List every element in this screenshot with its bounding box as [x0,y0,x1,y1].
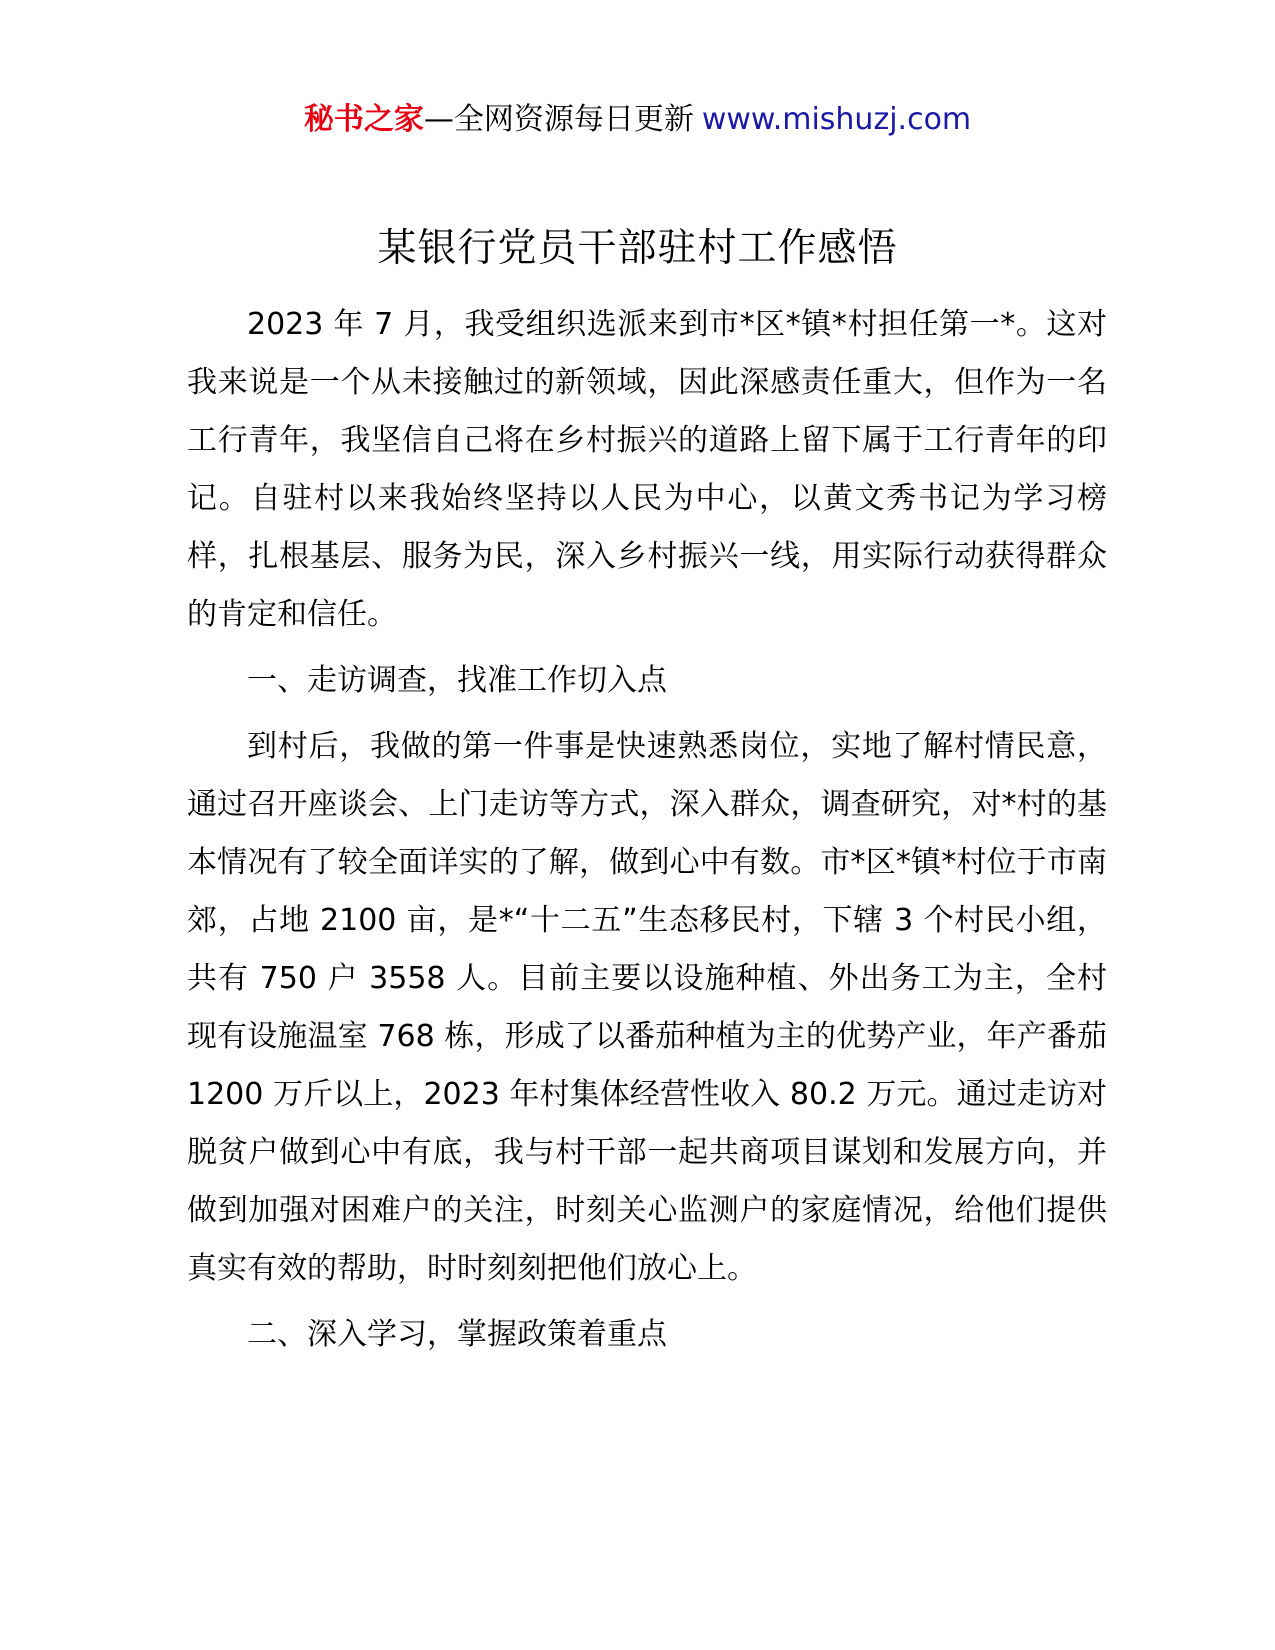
paragraph-section-1: 到村后，我做的第一件事是快速熟悉岗位，实地了解村情民意，通过召开座谈会、上门走访等方式，深入群众，调查研究，对*村的基本情况有了较全面详实的了解，做到心中有数。市*区*镇*村位于市南郊，占地 2100 亩，是*“十二五”生态移民村，下辖 3 个村民小组，共有 750 户 3558 人。目前主要以设施种植、外出务工为主，全村现有设施温室 768 栋，形成了以番茄种植为主的优势产业，年产番茄 1200 万斤以上，2023 年村集体经营性收入 80.2 万元。通过走访对脱贫户做到心中有底，我与村干部一起共商项目谋划和发展方向，并做到加强对困难户的关注，时刻关心监测户的家庭情况，给他们提供真实有效的帮助，时时刻刻把他们放心上。 [187,729,1107,1286]
section-heading-1: 一、走访调查，找准工作切入点 [247,663,667,698]
site-brand: 秘书之家 [303,102,424,137]
paragraph-intro: 2023 年 7 月，我受组织选派来到市*区*镇*村担任第一*。这对我来说是一个从未接触过的新领域，因此深感责任重大，但作为一名工行青年，我坚信自己将在乡村振兴的道路上留下属于工行青年的印记。自驻村以来我始终坚持以人民为中心，以黄文秀书记为学习榜样，扎根基层、服务为民，深入乡村振兴一线，用实际行动获得群众的肯定和信任。 [187,307,1107,632]
document-body [187,296,1107,1372]
site-header [0,100,1275,140]
site-url-link[interactable]: www.mishuzj.com [701,102,972,137]
section-heading-2: 二、深入学习，掌握政策着重点 [247,1317,667,1352]
document-title: 某银行党员干部驻村工作感悟 [377,226,898,271]
site-slogan: —全网资源每日更新 [423,102,694,137]
